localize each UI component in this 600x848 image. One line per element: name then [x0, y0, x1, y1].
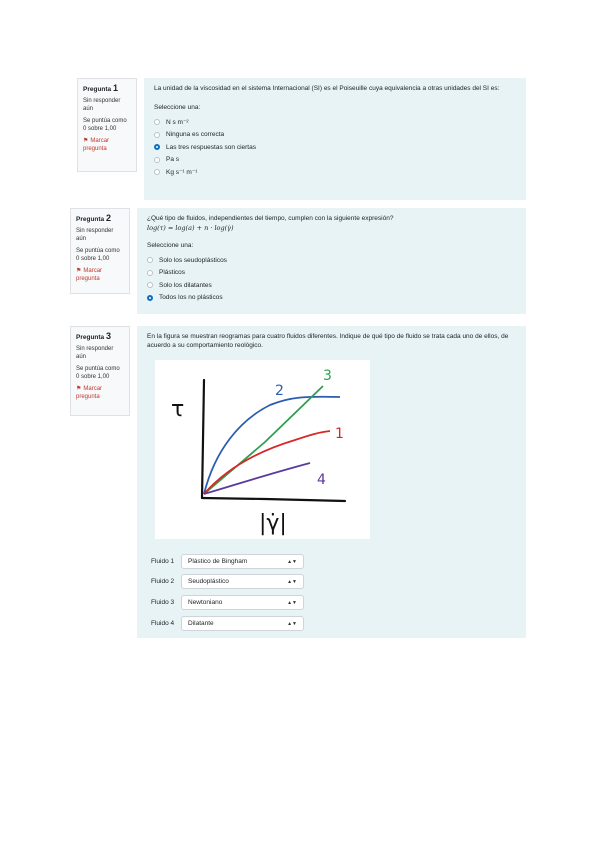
question-number: Pregunta 3	[76, 331, 111, 341]
answer-option[interactable]: Pa s	[154, 154, 516, 167]
answer-option[interactable]: Plásticos	[147, 267, 516, 280]
radio-button[interactable]	[154, 157, 160, 163]
score-line: Se puntúa como	[76, 248, 120, 254]
answer-option[interactable]: N s m⁻²	[154, 116, 516, 129]
answer-option[interactable]: Solo los dilatantes	[147, 279, 516, 292]
fluid-row-2	[151, 574, 304, 589]
x-axis-label: |γ̇|	[259, 511, 287, 536]
fluid-row-3	[151, 595, 304, 610]
radio-button[interactable]	[154, 169, 160, 175]
question-3-info	[70, 326, 130, 416]
status-line: aún	[76, 236, 87, 242]
fluid-4-select[interactable]: Dilatante ▲▼	[181, 616, 304, 631]
fluid-label: Fluido 4	[151, 620, 175, 627]
select-arrows-icon: ▲▼	[287, 558, 297, 565]
fluid-label: Fluido 1	[151, 558, 175, 565]
fluid-3-select[interactable]: Newtoniano ▲▼	[181, 595, 304, 610]
select-arrows-icon: ▲▼	[287, 578, 297, 585]
select-prompt: Seleccione una:	[147, 242, 194, 249]
status-line: aún	[83, 106, 94, 112]
fluid-label: Fluido 2	[151, 578, 175, 585]
answer-option[interactable]: Ninguna es correcta	[154, 129, 516, 142]
question-number: Pregunta 1	[83, 83, 118, 93]
score-line: Se puntúa como	[76, 366, 120, 372]
radio-button[interactable]	[147, 282, 153, 288]
question-text: En la figura se muestran reogramas para cuatro fluidos diferentes. Indique de qué tipo de fluido se trata cada uno de ellos, de acuerdo a su comportamiento reológico.	[147, 333, 509, 349]
question-1-info	[77, 78, 137, 172]
answer-option[interactable]: Kg s⁻¹ m⁻¹	[154, 166, 516, 179]
question-2-info	[70, 208, 130, 294]
flag-icon: ⚑	[76, 386, 82, 392]
curve-1-label: 1	[335, 426, 344, 442]
select-prompt: Seleccione una:	[154, 104, 201, 111]
answer-option[interactable]: Las tres respuestas son ciertas	[154, 141, 516, 154]
radio-button[interactable]	[147, 257, 153, 263]
fluid-row-4	[151, 616, 304, 631]
status-line: Sin responder	[76, 346, 114, 352]
score-line: Se puntúa como	[83, 118, 127, 124]
y-axis-label: τ	[171, 397, 185, 422]
curve-2-label: 2	[275, 383, 284, 399]
answer-option[interactable]: Todos los no plásticos	[147, 292, 516, 305]
question-number: Pregunta 2	[76, 213, 111, 223]
curve-4-label: 4	[317, 472, 326, 488]
score-line: 0 sobre 1,00	[76, 374, 110, 380]
radio-button-selected[interactable]	[147, 295, 153, 301]
status-line: Sin responder	[76, 228, 114, 234]
select-arrows-icon: ▲▼	[287, 620, 297, 627]
fluid-2-select[interactable]: Seudoplástico ▲▼	[181, 574, 304, 589]
answer-option[interactable]: Solo los seudoplásticos	[147, 254, 516, 267]
select-arrows-icon: ▲▼	[287, 599, 297, 606]
status-line: Sin responder	[83, 98, 121, 104]
rheogram-image	[155, 360, 370, 539]
flag-icon: ⚑	[83, 138, 89, 144]
question-text: La unidad de la viscosidad en el sistema Internacional (SI) es el Poiseuille cuya equivalencia a otras unidades del SI es:	[154, 85, 500, 92]
flag-icon: ⚑	[76, 268, 82, 274]
curve-3-label: 3	[323, 368, 332, 384]
fluid-label: Fluido 3	[151, 599, 175, 606]
flag-question-link[interactable]: ⚑ Marcar pregunta	[76, 268, 103, 282]
flag-question-link[interactable]: ⚑ Marcar pregunta	[76, 386, 103, 400]
status-line: aún	[76, 354, 87, 360]
fluid-row-1	[151, 554, 304, 569]
question-text: ¿Qué tipo de fluidos, independientes del tiempo, cumplen con la siguiente expresión?	[147, 215, 394, 222]
question-2-content	[137, 208, 526, 314]
formula: log(τ) = log(a) + n · log(γ̇)	[147, 224, 234, 232]
score-line: 0 sobre 1,00	[76, 256, 110, 262]
radio-button[interactable]	[154, 132, 160, 138]
radio-button[interactable]	[154, 119, 160, 125]
question-1-content	[144, 78, 526, 200]
radio-button-selected[interactable]	[154, 144, 160, 150]
radio-button[interactable]	[147, 270, 153, 276]
flag-question-link[interactable]: ⚑ Marcar pregunta	[83, 138, 110, 152]
score-line: 0 sobre 1,00	[83, 126, 117, 132]
fluid-1-select[interactable]: Plástico de Bingham ▲▼	[181, 554, 304, 569]
